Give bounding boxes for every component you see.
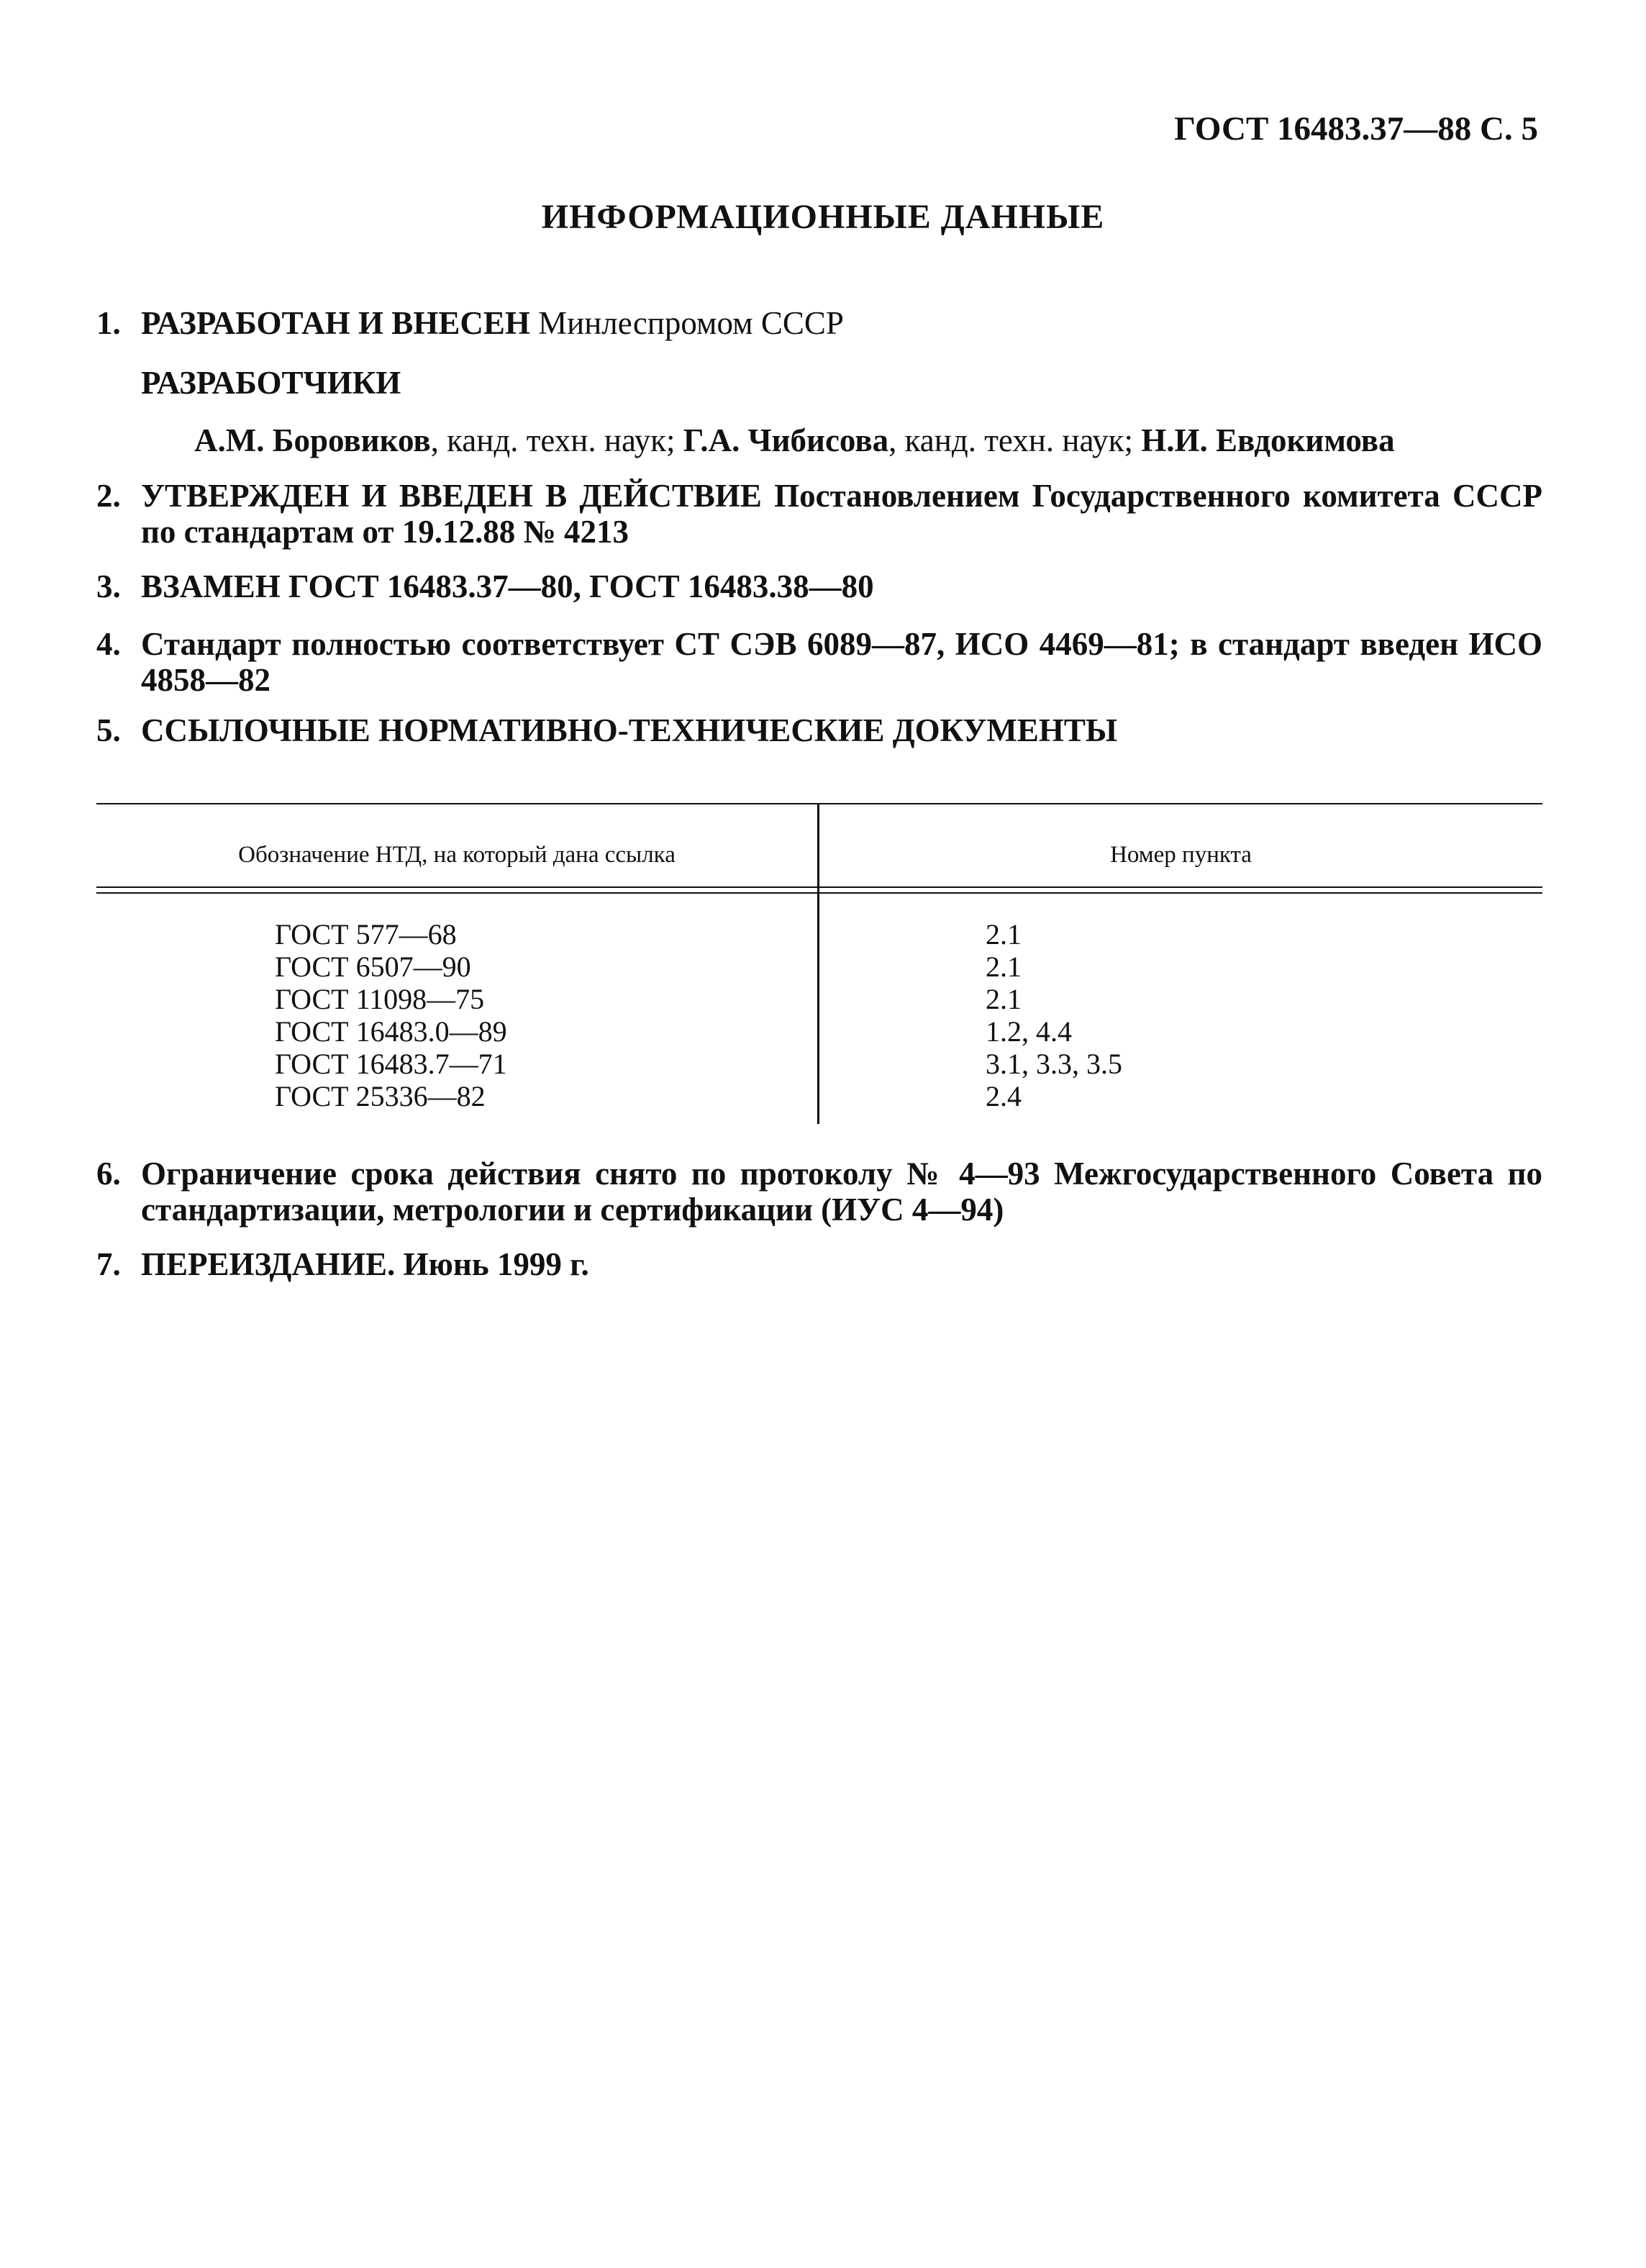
developer-title: , канд. техн. наук; (430, 422, 683, 458)
developers-heading: РАЗРАБОТЧИКИ (141, 365, 401, 401)
item-number: 1. (96, 305, 121, 341)
info-item-6 (96, 1156, 1542, 1228)
table-header-ntd: Обозначение НТД, на который дана ссылка (238, 842, 676, 868)
table-cell-clause: 2.1 (986, 918, 1022, 951)
item-text: Стандарт полностью соответствует СТ СЭВ 6089—87, ИСО 4469—81; в стандарт введен ИСО 4858—82 (141, 626, 1542, 698)
developer-name: А.М. Боровиков (194, 422, 431, 458)
item-number: 3. (96, 568, 121, 604)
table-cell-clause: 3.1, 3.3, 3.5 (986, 1048, 1122, 1080)
table-cell-clause: 1.2, 4.4 (986, 1015, 1072, 1048)
item-number: 2. (96, 478, 121, 514)
item-text: Ограничение срока действия снято по протоколу № 4—93 Межгосударственного Совета по стандартизации, метрологии и сертификации (ИУС 4—94) (141, 1156, 1542, 1228)
item-number: 6. (96, 1156, 121, 1192)
developers-list (194, 422, 1395, 459)
developer-name: Н.И. Евдокимова (1141, 422, 1395, 458)
item-text (141, 305, 1542, 341)
table-cell-ntd: ГОСТ 25336—82 (275, 1080, 486, 1112)
developer-title: , канд. техн. наук; (888, 422, 1142, 458)
table-header-rule-double (96, 892, 1542, 894)
table-cell-ntd: ГОСТ 16483.7—71 (275, 1048, 507, 1080)
info-item-3 (96, 568, 1542, 604)
table-column-ntd (275, 918, 507, 1112)
item-rest: Минлеспромом СССР (529, 305, 844, 341)
table-cell-clause: 2.4 (986, 1080, 1022, 1112)
item-text: ССЫЛОЧНЫЕ НОРМАТИВНО-ТЕХНИЧЕСКИЕ ДОКУМЕНТЫ (141, 712, 1118, 748)
table-cell-clause: 2.1 (986, 983, 1022, 1015)
item-text: ПЕРЕИЗДАНИЕ. Июнь 1999 г. (141, 1246, 589, 1282)
reference-table (96, 803, 1542, 1124)
info-item-7 (96, 1246, 1542, 1282)
item-number: 4. (96, 626, 121, 662)
table-top-rule (96, 803, 1542, 804)
table-cell-clause: 2.1 (986, 951, 1022, 983)
info-item-2 (96, 478, 1542, 550)
item-text (141, 478, 1542, 550)
info-item-5 (96, 712, 1542, 748)
item-lead: УТВЕРЖДЕН И ВВЕДЕН В ДЕЙСТВИЕ (141, 478, 762, 514)
item-text: ВЗАМЕН ГОСТ 16483.37—80, ГОСТ 16483.38—80 (141, 568, 874, 604)
table-cell-ntd: ГОСТ 6507—90 (275, 951, 471, 983)
item-number: 5. (96, 712, 121, 748)
page-title: ИНФОРМАЦИОННЫЕ ДАННЫЕ (541, 198, 1105, 236)
developer-name: Г.А. Чибисова (683, 422, 889, 458)
table-cell-ntd: ГОСТ 11098—75 (275, 983, 485, 1015)
table-header-rule (96, 886, 1542, 888)
info-item-1 (96, 305, 1542, 341)
document-reference: ГОСТ 16483.37—88 С. 5 (1174, 110, 1538, 148)
table-column-clause (986, 918, 1122, 1112)
table-cell-ntd: ГОСТ 16483.0—89 (275, 1015, 507, 1048)
info-item-4 (96, 626, 1542, 698)
table-cell-ntd: ГОСТ 577—68 (275, 918, 457, 951)
table-header-clause: Номер пункта (1110, 842, 1252, 868)
item-number: 7. (96, 1246, 121, 1282)
item-lead: РАЗРАБОТАН И ВНЕСЕН (141, 305, 530, 341)
item-rest: Постановлением Государственного комитета СССР по стандартам от 19.12.88 № 4213 (141, 478, 1542, 550)
